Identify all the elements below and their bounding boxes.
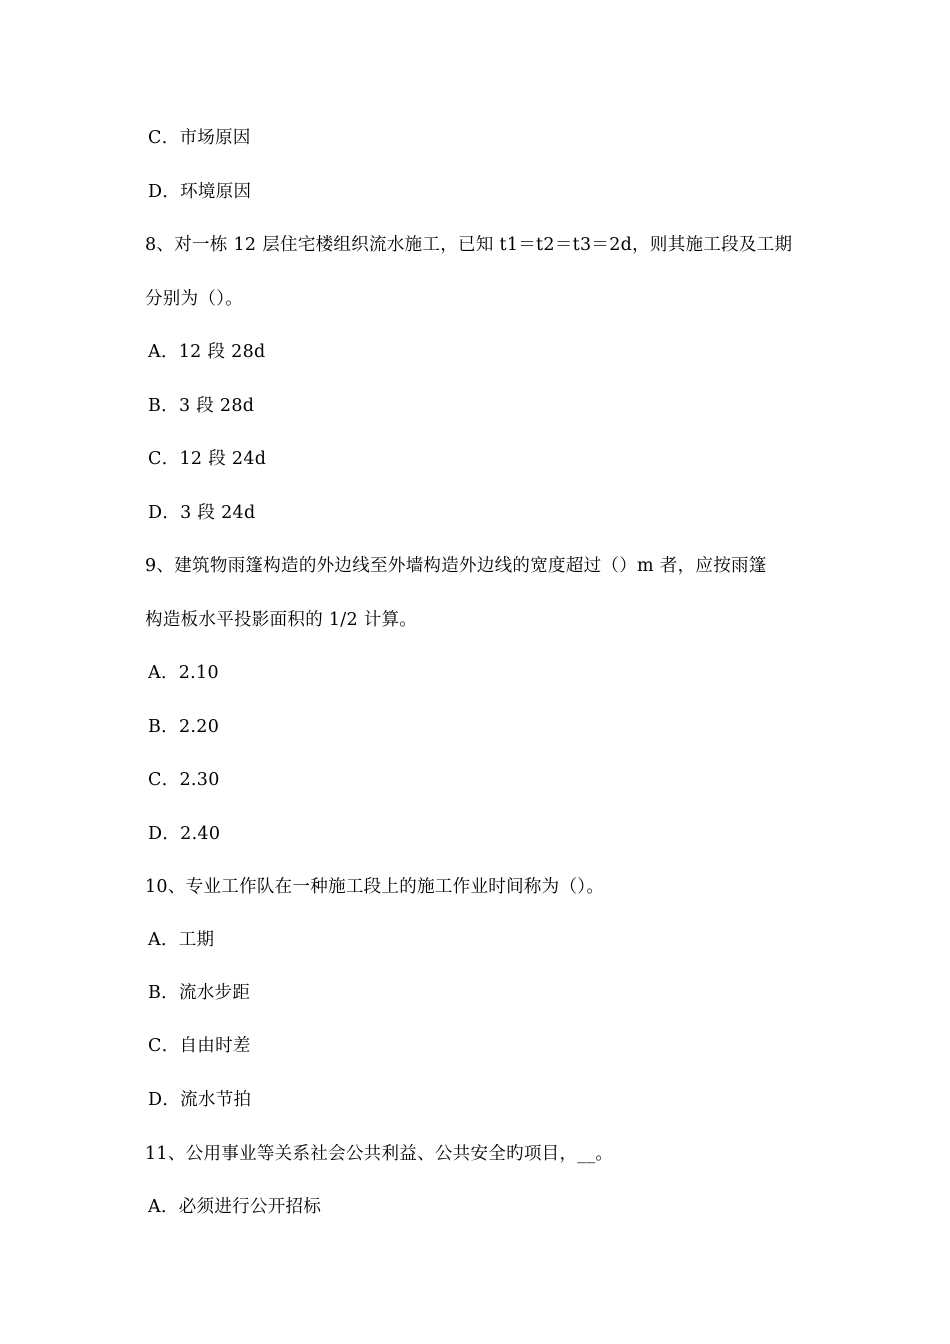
option-10a: A．工期 (148, 930, 215, 950)
option-9d: D．2.40 (148, 824, 221, 844)
option-8c: C．12 段 24d (148, 449, 267, 469)
option-10c: C．自由时差 (148, 1036, 251, 1056)
question-8-line-2: 分别为（）。 (145, 289, 244, 309)
option-9a: A．2.10 (148, 663, 219, 683)
option-8b: B．3 段 28d (148, 396, 255, 416)
question-9-line-2: 构造板水平投影面积的 1/2 计算。 (145, 610, 418, 630)
option-8d: D．3 段 24d (148, 503, 256, 523)
question-9-line-1: 9、建筑物雨篷构造的外边线至外墙构造外边线的宽度超过（）m 者，应按雨篷 (145, 556, 767, 576)
question-11: 11、公用事业等关系社会公共利益、公共安全旳项目，__。 (145, 1144, 614, 1164)
question-10: 10、专业工作队在一种施工段上的施工作业时间称为（）。 (145, 877, 605, 897)
option-10b: B．流水步距 (148, 983, 251, 1003)
option-8a: A．12 段 28d (148, 342, 266, 362)
option-7d: D．环境原因 (148, 182, 252, 202)
option-10d: D．流水节拍 (148, 1090, 252, 1110)
option-7c: C．市场原因 (148, 128, 251, 148)
option-9b: B．2.20 (148, 717, 220, 737)
option-11a: A．必须进行公开招标 (148, 1197, 322, 1217)
option-9c: C．2.30 (148, 770, 220, 790)
question-8-line-1: 8、对一栋 12 层住宅楼组织流水施工，已知 t1＝t2＝t3＝2d，则其施工段及工期 (145, 235, 793, 255)
